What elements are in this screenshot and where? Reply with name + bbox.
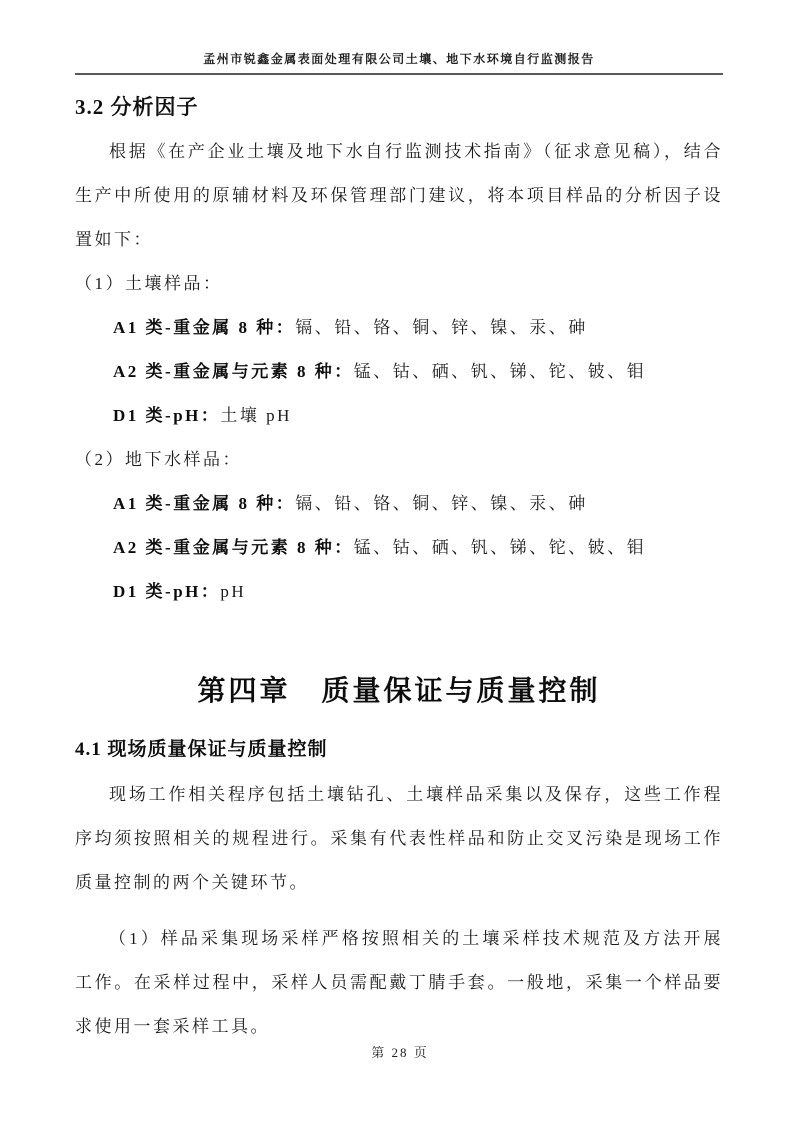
analyte-item-soil-a1 (75, 306, 723, 350)
section-heading-4-1: 4.1 现场质量保证与质量控制 (75, 739, 328, 760)
page-header-title: 孟州市锐鑫金属表面处理有限公司土壤、地下水环境自行监测报告 (203, 52, 595, 66)
section-4-1-paragraph-1: 现场工作相关程序包括土壤钻孔、土壤样品采集以及保存，这些工作程序均须按照相关的规程进行。采集有代表性样品和防止交叉污染是现场工作质量控制的两个关键环节。 (75, 785, 723, 892)
groundwater-group-label: （2）地下水样品： (75, 450, 242, 469)
header-rule (75, 73, 723, 75)
analyte-item-label: A1 类-重金属 8 种： (113, 318, 296, 337)
analyte-item-value: 土壤 pH (220, 406, 292, 425)
analyte-item-label: A2 类-重金属与元素 8 种： (113, 362, 354, 381)
analyte-item-value: 镉、铅、铬、铜、锌、镍、汞、砷 (295, 494, 588, 513)
analyte-item-gw-a2 (75, 526, 723, 570)
analyte-item-value: 锰、钴、硒、钒、锑、铊、铍、钼 (353, 362, 647, 381)
analyte-item-soil-d1 (75, 394, 723, 438)
section-heading-3-2: 3.2 分析因子 (75, 95, 199, 119)
analyte-item-value: pH (220, 582, 247, 601)
analyte-item-value: 镉、铅、铬、铜、锌、镍、汞、砷 (295, 318, 588, 337)
page-number: 第 28 页 (371, 1045, 429, 1060)
analyte-item-soil-a2 (75, 350, 723, 394)
analyte-item-value: 锰、钴、硒、钒、锑、铊、铍、钼 (353, 538, 647, 557)
soil-group-label: （1）土壤样品： (75, 274, 223, 293)
analyte-item-label: D1 类-pH： (113, 582, 221, 601)
section-3-2-intro-paragraph: 根据《在产企业土壤及地下水自行监测技术指南》（征求意见稿），结合生产中所使用的原辅材料及环保管理部门建议，将本项目样品的分析因子设置如下： (75, 142, 723, 249)
groundwater-sample-group (75, 438, 723, 614)
soil-sample-group (75, 262, 723, 438)
analyte-item-label: A1 类-重金属 8 种： (113, 494, 296, 513)
analyte-item-label: D1 类-pH： (113, 406, 221, 425)
chapter-4-title: 第四章 质量保证与质量控制 (197, 676, 601, 707)
section-4-1-paragraph-2: （1）样品采集现场采样严格按照相关的土壤采样技术规范及方法开展工作。在采样过程中，采样人员需配戴丁腈手套。一般地，采集一个样品要求使用一套采样工具。 (75, 929, 723, 1036)
analyte-item-gw-d1 (75, 570, 723, 614)
analyte-item-gw-a1 (75, 482, 723, 526)
analyte-item-label: A2 类-重金属与元素 8 种： (113, 538, 354, 557)
